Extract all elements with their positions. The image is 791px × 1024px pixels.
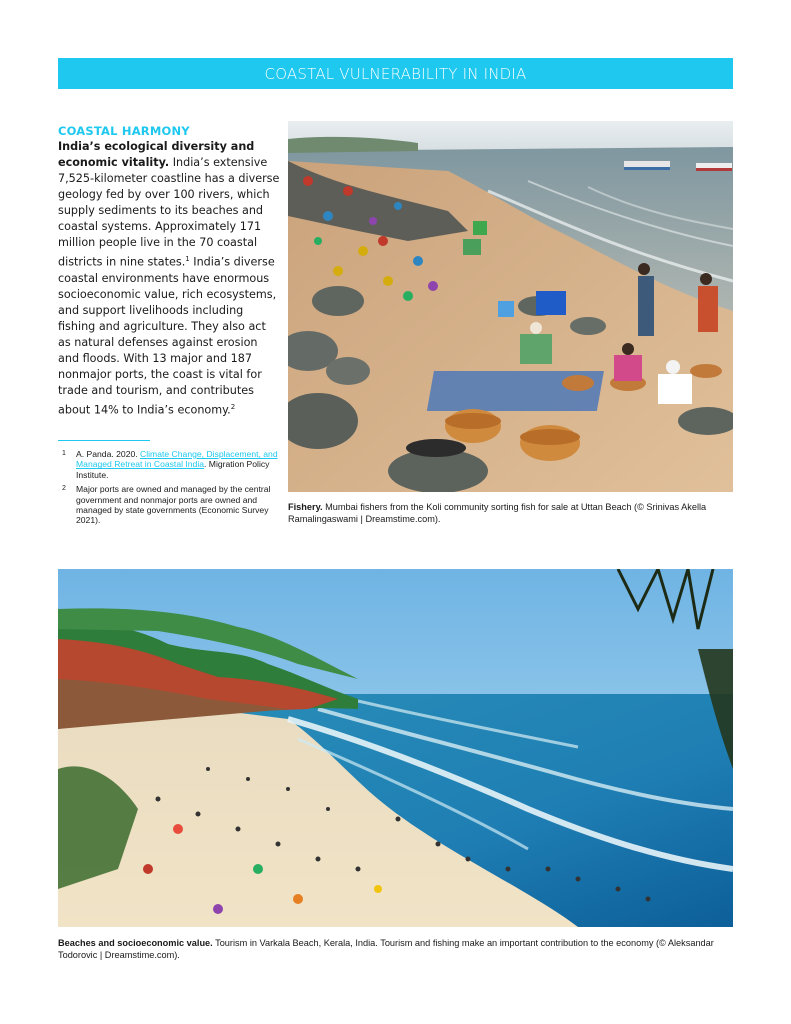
caption-text: Tourism in Varkala Beach, Kerala, India. Tourism and fishing make an important contribution to the economy (© Aleksandar Todorovic | Dreamstime.com). xyxy=(58,938,714,960)
section-heading: COASTAL HARMONY xyxy=(58,124,190,138)
footnotes xyxy=(62,449,284,530)
caption-title: Fishery. xyxy=(288,502,323,512)
page-banner xyxy=(58,58,733,89)
footnote-ref-2[interactable]: 2 xyxy=(230,403,236,412)
fishery-photo xyxy=(288,121,733,492)
footnote-number: 2 xyxy=(62,485,66,493)
footnote-number: 1 xyxy=(62,450,66,457)
footnote-ref-1[interactable]: 1 xyxy=(185,255,190,264)
caption-title: Beaches and socioeconomic value. xyxy=(58,938,213,948)
footnote-text: Major ports are owned and managed by the central government and nonmajor ports are owned and managed by state governments (Economic Survey 2021). xyxy=(76,484,271,526)
footnote-link[interactable]: Climate Change, Displacement, and Managed Retreat in Coastal India xyxy=(76,449,278,470)
body-text-part1: India’s extensive 7,525-kilometer coastline has a diverse geology fed by over 100 rivers, which supply sediments to its beaches and coastal systems. Approximately 171 million people live in the 70 coastal districts in nine states. xyxy=(58,156,280,270)
footnote-2 xyxy=(62,484,284,526)
footnote-publisher: . Migration Policy Institute. xyxy=(76,459,270,480)
varkala-beach-photo xyxy=(58,569,733,927)
footnote-author: A. Panda. 2020. xyxy=(76,449,141,459)
caption-text: Mumbai fishers from the Koli community sorting fish for sale at Uttan Beach (© Srinivas Akella Ramalingaswami | Dreamstime.com). xyxy=(288,502,707,524)
banner-title: COASTAL VULNERABILITY IN INDIA xyxy=(264,64,527,83)
fishery-caption xyxy=(288,501,733,525)
footnote-divider xyxy=(58,440,150,441)
body-paragraph xyxy=(58,139,280,419)
varkala-caption xyxy=(58,937,733,961)
lead-sentence: India’s ecological diversity and economic vitality. xyxy=(58,140,255,170)
body-text-part2: India’s diverse coastal environments have enormous socioeconomic value, rich ecosystems, and support livelihoods including fishing and agriculture. They also act as natural defenses against erosion and floods. With 13 major and 187 nonmajor ports, the coast is vital for trade and tourism, and contributes about 14% to India’s economy. xyxy=(58,256,277,418)
footnote-1 xyxy=(62,449,284,480)
footnote-text xyxy=(76,449,284,480)
